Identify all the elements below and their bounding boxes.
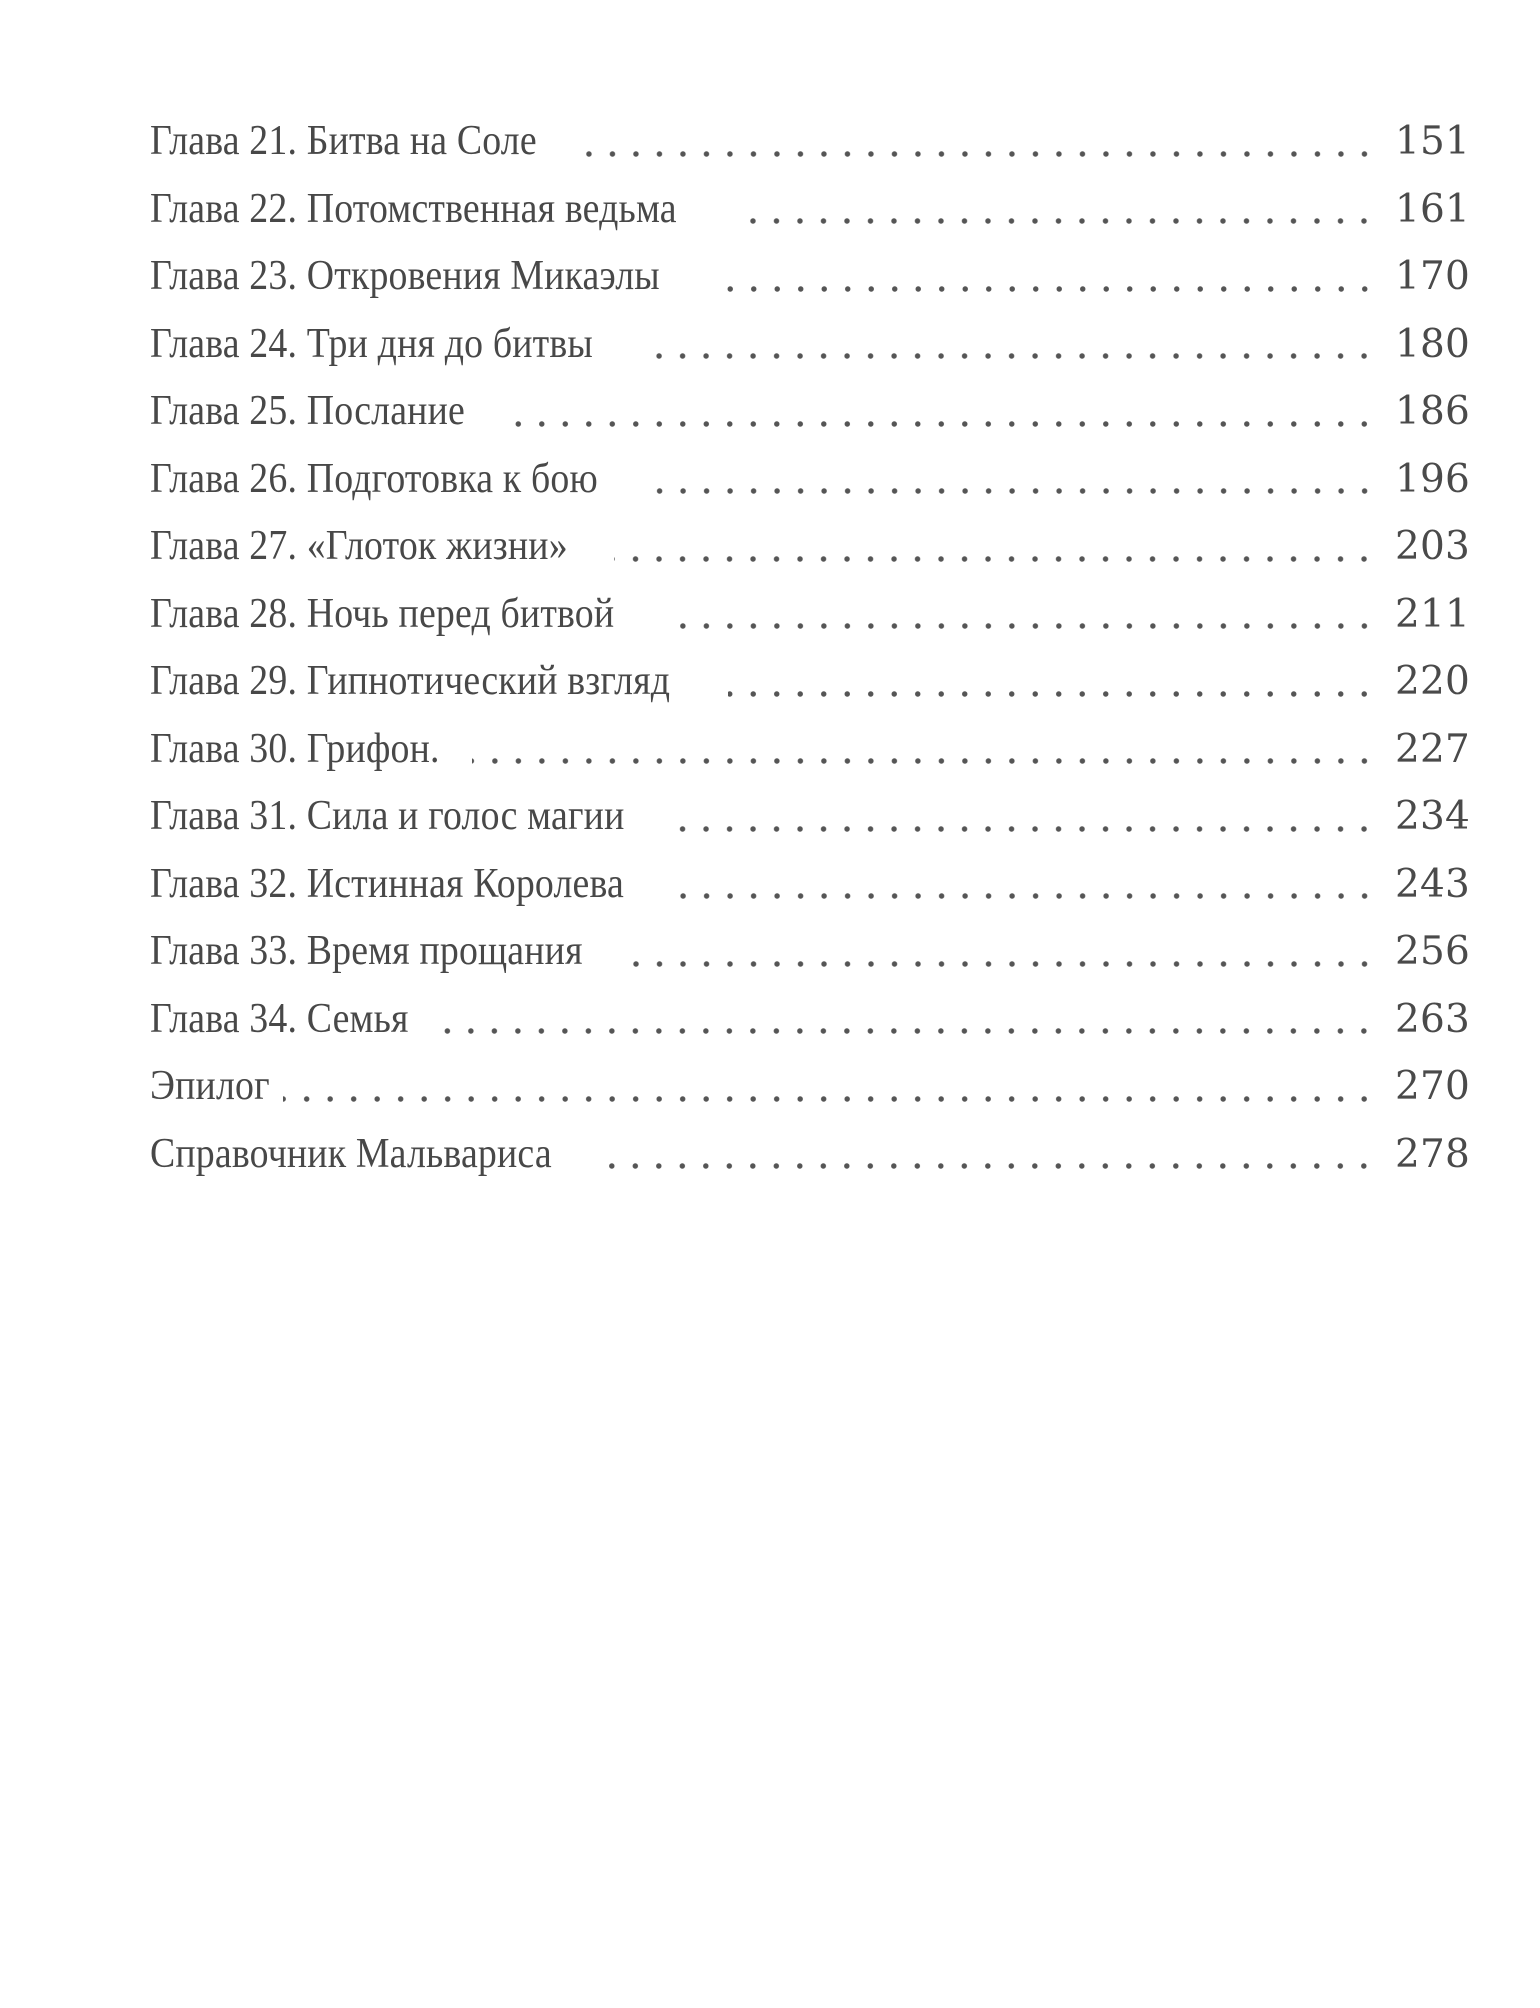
toc-entry-page: 243 [1394,861,1470,907]
toc-entry-page: 151 [1394,119,1470,164]
dot-leader [631,959,1376,969]
toc-entry-title: Глава 28. Ночь перед битвой [150,590,615,637]
dot-leader [648,486,1376,496]
toc-entry[interactable] [150,986,1470,1054]
toc-entry[interactable] [150,311,1470,379]
toc-entry[interactable] [150,648,1470,716]
toc-entry-page: 270 [1394,1064,1470,1109]
toc-entry-title: Глава 26. Подготовка к бою [150,455,598,502]
toc-entry-page: 278 [1394,1131,1470,1177]
dot-leader [283,1094,1376,1104]
toc-entry[interactable] [150,1121,1470,1189]
toc-entry[interactable] [150,581,1470,649]
toc-entry-title: Глава 27. «Глоток жизни» [150,523,568,569]
toc-entry[interactable] [150,1053,1470,1121]
toc-entry-page: 180 [1394,321,1470,367]
toc-entry-title: Глава 32. Истинная Королева [150,860,624,907]
dot-leader [642,351,1376,361]
toc-entry-title: Глава 23. Откровения Микаэлы [150,253,660,299]
toc-entry[interactable] [150,513,1470,581]
dot-leader [437,1026,1376,1036]
toc-entry-page: 234 [1394,794,1470,839]
toc-entry-page: 211 [1394,591,1470,637]
toc-entry-page: 227 [1394,726,1470,772]
toc-entry-title: Эпилог [150,1063,270,1109]
dot-leader [580,149,1376,159]
toc-entry-title: Глава 24. Три дня до битвы [150,320,593,367]
dot-leader [677,891,1376,901]
dot-leader [666,621,1376,631]
dot-leader [677,824,1376,834]
toc-entry-page: 186 [1394,389,1470,434]
toc-entry-page: 256 [1394,929,1470,974]
toc-entry[interactable] [150,716,1470,784]
dot-leader [472,756,1376,766]
toc-entry-page: 203 [1394,524,1470,569]
toc-entry-page: 161 [1394,186,1470,232]
toc-entry[interactable] [150,918,1470,986]
toc-entry[interactable] [150,243,1470,311]
dot-leader [596,1161,1376,1171]
toc-entry-page: 196 [1394,456,1470,502]
dot-leader [728,689,1376,699]
toc-entry-title: Глава 25. Послание [150,388,465,434]
dot-leader [717,284,1376,294]
dot-leader [735,216,1376,226]
table-of-contents [150,108,1470,1188]
toc-entry[interactable] [150,108,1470,176]
toc-entry-title: Глава 21. Битва на Соле [150,118,537,164]
toc-entry[interactable] [150,378,1470,446]
toc-entry-title: Справочник Мальвариса [150,1130,552,1177]
toc-entry-page: 220 [1394,659,1470,704]
dot-leader [500,419,1376,429]
toc-entry-title: Глава 34. Семья [150,995,409,1042]
toc-entry-page: 170 [1394,254,1470,299]
toc-entry-title: Глава 29. Гипнотический взгляд [150,658,671,704]
toc-entry-title: Глава 33. Время прощания [150,928,583,974]
toc-entry-title: Глава 31. Сила и голос магии [150,793,625,839]
toc-entry[interactable] [150,446,1470,514]
toc-entry-title: Глава 22. Потомственная ведьма [150,185,677,232]
toc-entry[interactable] [150,851,1470,919]
toc-entry-page: 263 [1394,996,1470,1042]
dot-leader [614,554,1376,564]
toc-entry-title: Глава 30. Грифон. [150,725,440,772]
toc-entry[interactable] [150,783,1470,851]
toc-entry[interactable] [150,176,1470,244]
